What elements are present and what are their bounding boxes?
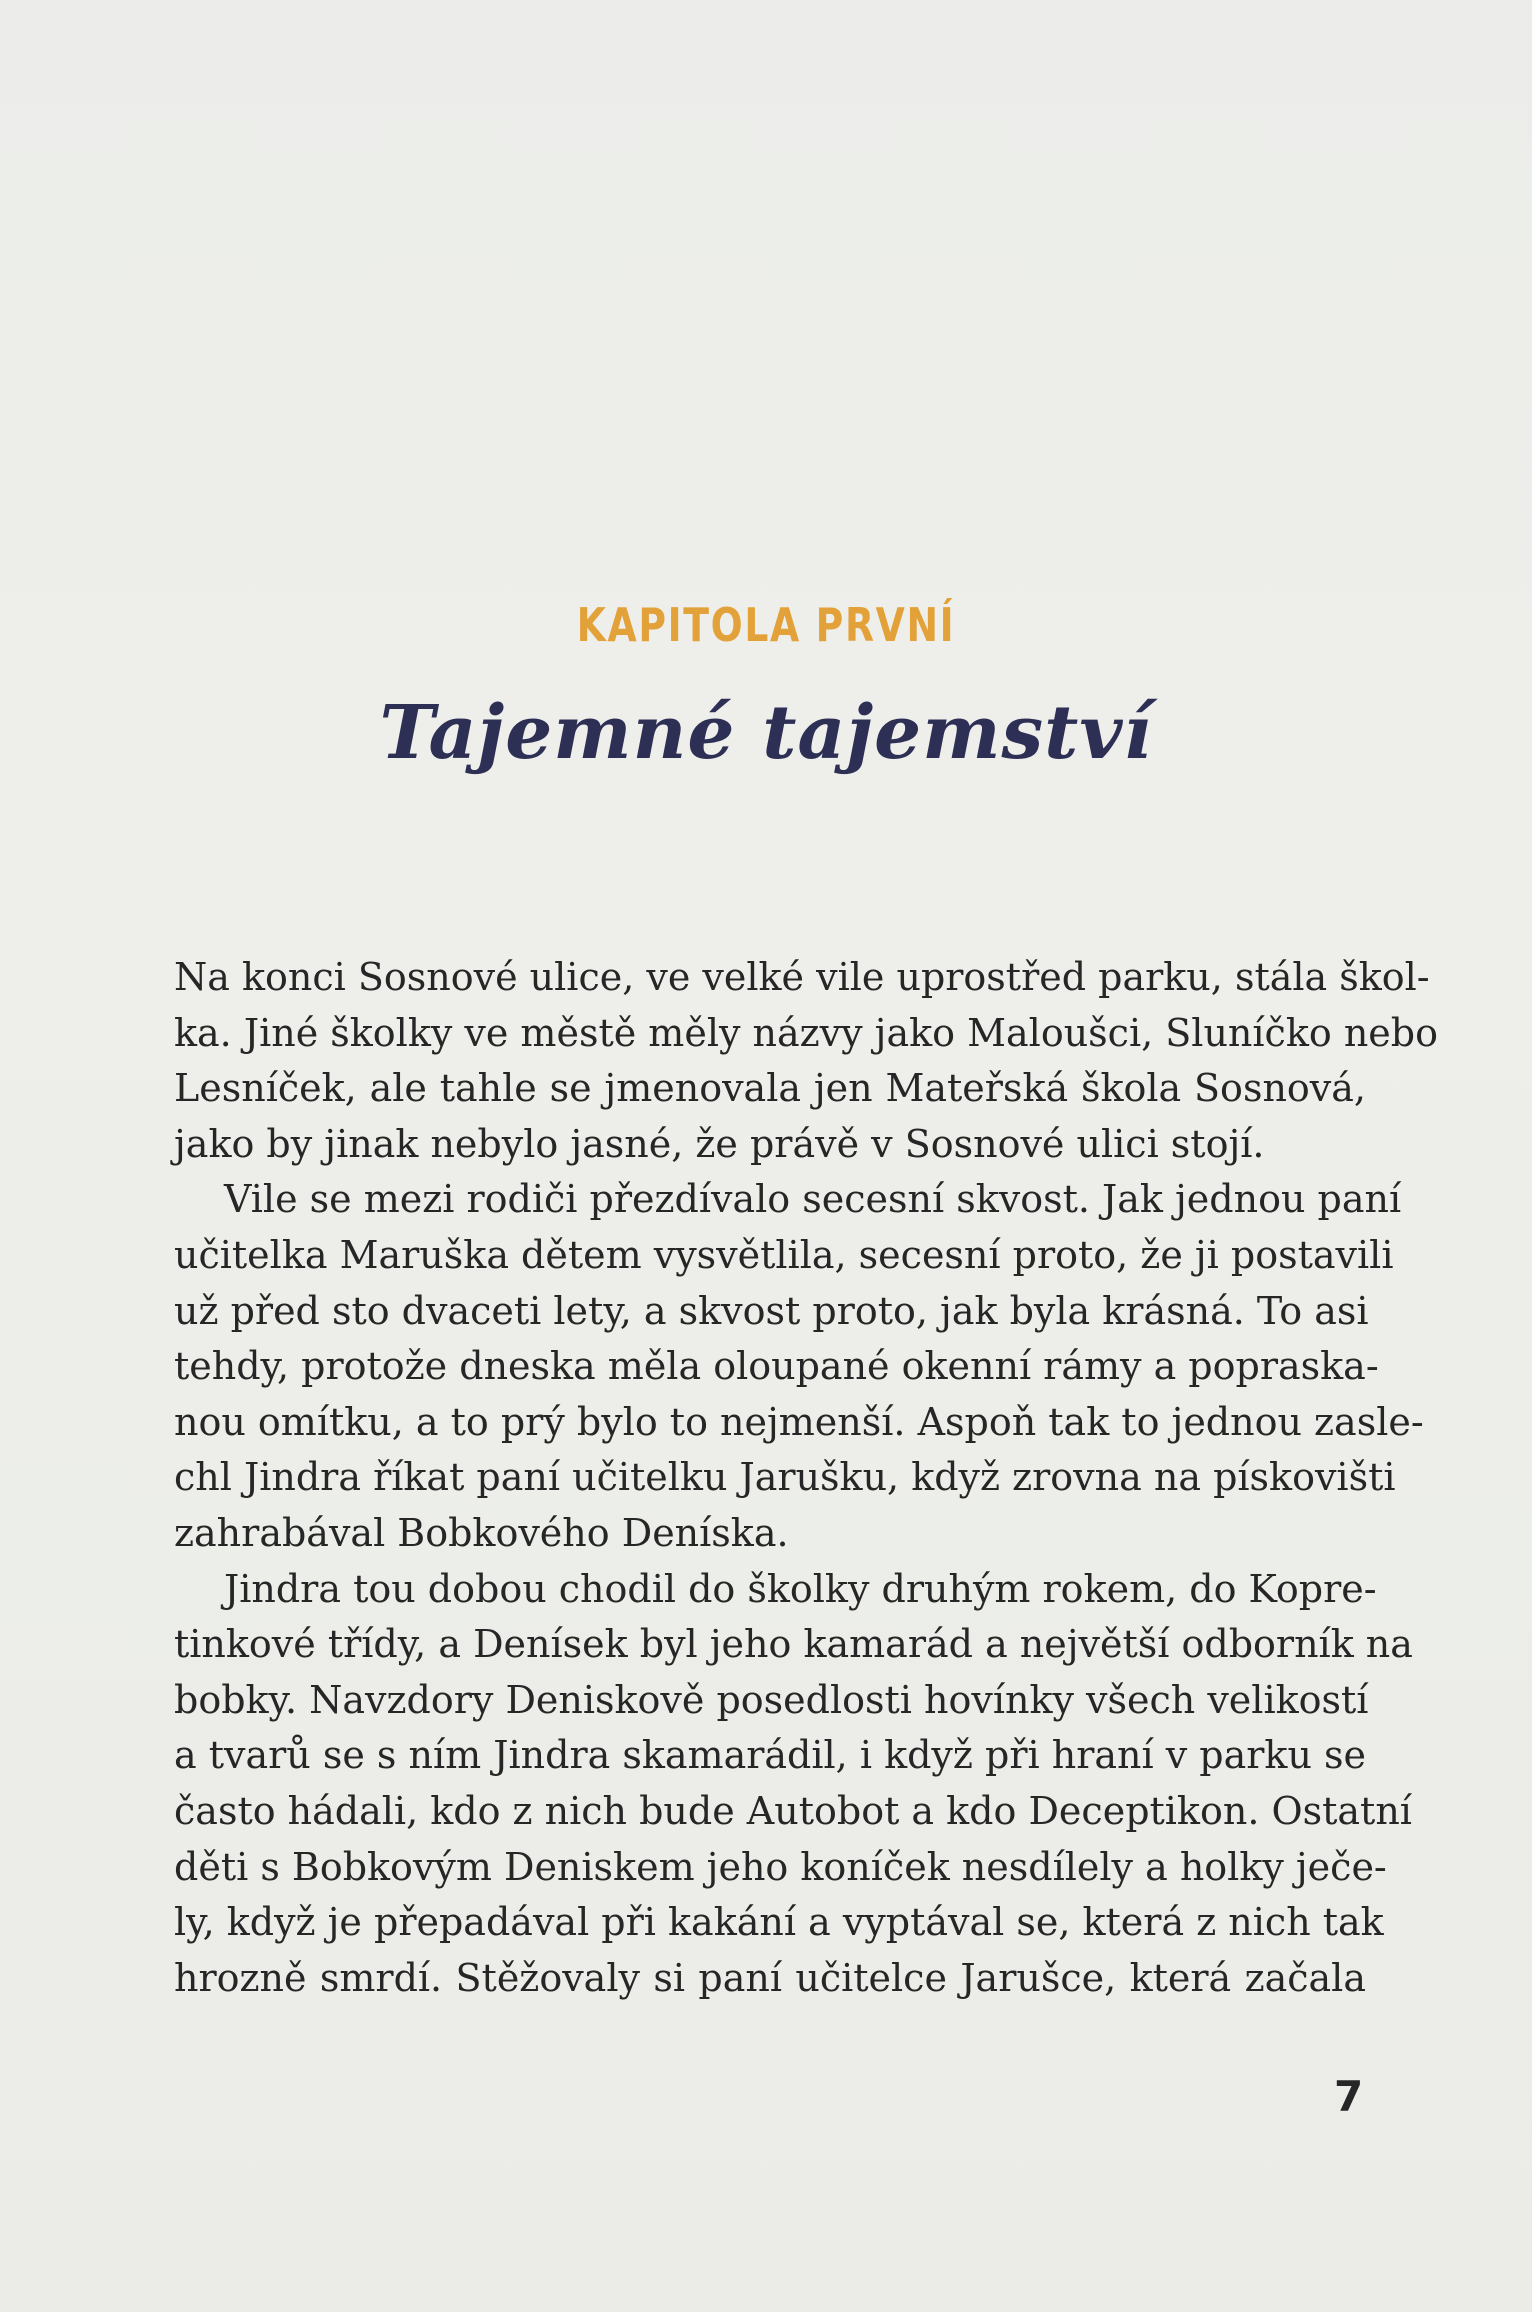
text-line: ly, když je přepadával při kakání a vyptával se, která z nich tak: [174, 1900, 1384, 1945]
text-line: tinkové třídy, a Denísek byl jeho kamarád a největší odborník na: [174, 1622, 1413, 1667]
text-line: už před sto dvaceti lety, a skvost proto, jak byla krásná. To asi: [174, 1288, 1369, 1333]
text-line: chl Jindra říkat paní učitelku Jarušku, když zrovna na pískovišti: [174, 1455, 1396, 1500]
text-line: tehdy, protože dneska měla oloupané okenní rámy a popraska-: [174, 1344, 1379, 1389]
text-line: Jindra tou dobou chodil do školky druhým rokem, do Kopre-: [224, 1566, 1377, 1611]
text-line: hrozně smrdí. Stěžovaly si paní učitelce Jarušce, která začala: [174, 1955, 1366, 2000]
text-line: ka. Jiné školky ve městě měly názvy jako Maloušci, Sluníčko nebo: [174, 1010, 1438, 1055]
text-line: Na konci Sosnové ulice, ve velké vile uprostřed parku, stála škol-: [174, 955, 1430, 999]
text-line: učitelka Maruška dětem vysvětlila, secesní proto, že ji postavili: [174, 1232, 1394, 1277]
chapter-title: Tajemné tajemství: [379, 690, 1153, 776]
text-line: zahrabával Bobkového Deníska.: [174, 1510, 789, 1555]
chapter-body: [174, 950, 1438, 2006]
text-line: bobky. Navzdory Deniskově posedlosti hovínky všech velikostí: [174, 1677, 1369, 1722]
text-line: nou omítku, a to prý bylo to nejmenší. Aspoň tak to jednou zasle-: [174, 1399, 1424, 1444]
page-number: 7: [1334, 2072, 1364, 2121]
text-line: jako by jinak nebylo jasné, že právě v Sosnové ulici stojí.: [174, 1121, 1265, 1166]
text-line: Vile se mezi rodiči přezdívalo secesní skvost. Jak jednou paní: [224, 1177, 1402, 1222]
text-line: Lesníček, ale tahle se jmenovala jen Mateřská škola Sosnová,: [174, 1066, 1366, 1111]
text-line: děti s Bobkovým Deniskem jeho koníček nesdílely a holky ječe-: [174, 1844, 1387, 1889]
chapter-label: KAPITOLA PRVNÍ: [576, 598, 956, 652]
text-line: často hádali, kdo z nich bude Autobot a kdo Deceptikon. Ostatní: [174, 1788, 1412, 1833]
text-line: a tvarů se s ním Jindra skamarádil, i když při hraní v parku se: [174, 1733, 1366, 1778]
